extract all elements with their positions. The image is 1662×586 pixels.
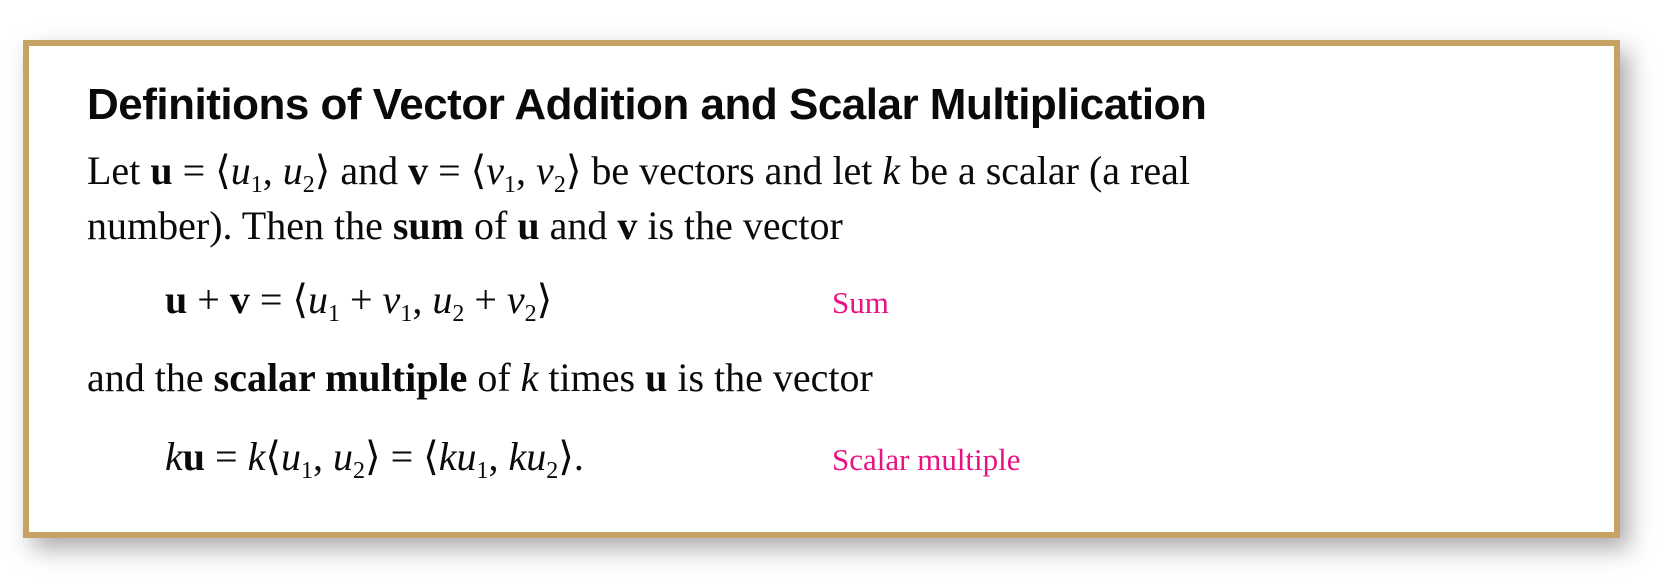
intro-line-1: Let u = ⟨u1, u2⟩ and v = ⟨v1, v2⟩ be vectors and let k be a scalar (a real (87, 148, 1190, 199)
scalar-equation-row (87, 426, 1574, 488)
definition-box (23, 40, 1620, 538)
definition-title: Definitions of Vector Addition and Scalar Multiplication (87, 80, 1207, 129)
sum-equation: u + v = ⟨u1 + v1, u2 + v2⟩ (165, 277, 553, 328)
intro-paragraph (87, 143, 1574, 253)
scalar-annotation: Scalar multiple (832, 442, 1021, 478)
sum-equation-row (87, 269, 1574, 331)
scalar-equation: ku = k⟨u1, u2⟩ = ⟨ku1, ku2⟩. (165, 434, 584, 485)
scalar-multiple-sentence: and the scalar multiple of k times u is the vector (87, 355, 873, 401)
intro-line-2: number). Then the sum of u and v is the vector (87, 203, 843, 249)
sum-annotation: Sum (832, 285, 889, 321)
